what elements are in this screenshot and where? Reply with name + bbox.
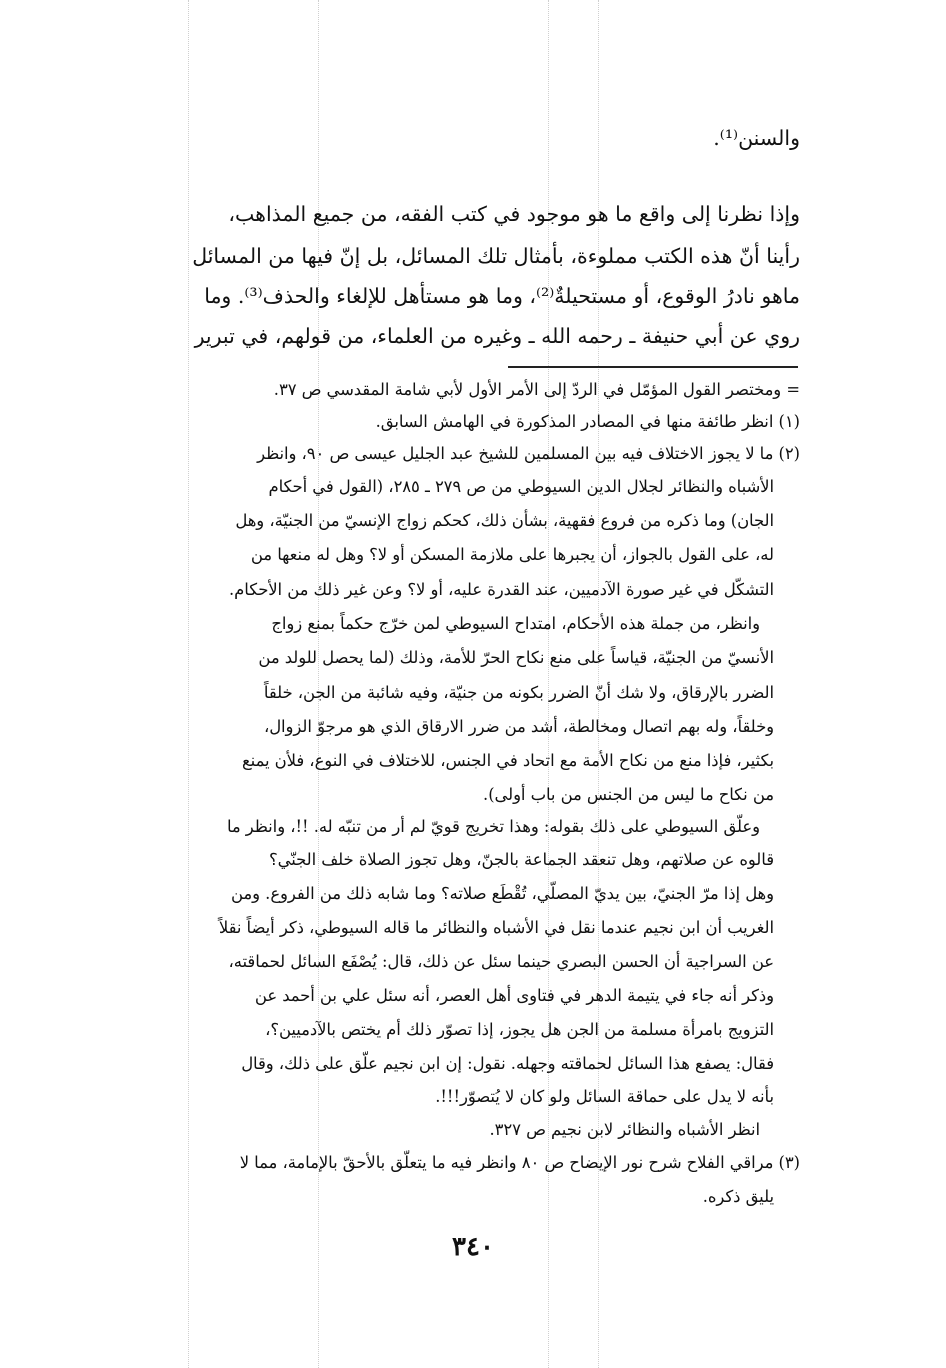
main-text-line: وإذا نظرنا إلى واقع ما هو موجود في كتب الفقه، من جميع المذاهب، (228, 202, 800, 226)
footnote-line: فقال: يصفع هذا السائل لحماقته وجهله. نقول: إن ابن نجيم علّق على ذلك، وقال (241, 1054, 774, 1073)
footnote-3: (٣) مراقي الفلاح شرح نور الإيضاح ص ٨٠ وانظر فيه ما يتعلّق بالأحقّ بالإمامة، مما لا (239, 1153, 800, 1172)
footnote-line: قالوه عن صلاتهم، وهل تنعقد الجماعة بالجنّ، وهل تجوز الصلاة خلف الجنّي؟ (269, 850, 774, 869)
footnote-line: الجان) وما ذكره من فروع فقهية، بشأن ذلك، كحكم زواج الإنسيّ من الجنيّة، وهل (235, 511, 774, 530)
footnote-line: وانظر، من جملة هذه الأحكام، امتداح السيوطي لمن خرّج حكماً بمنع زواج (271, 614, 760, 633)
footnote-line: وذكر أنه جاء في يتيمة الدهر في فتاوى أهل العصر، أنه سئل علي بن أحمد عن (254, 986, 774, 1005)
footnote-line: الضرر بالإرقاق، ولا شك أنّ الضرر بكونه من جنيّة، وفيه شائبة من الجن، خلقاً (263, 683, 774, 702)
footnote-line: له، على القول بالجواز، أن يجبرها على ملازمة المسكن أو لا؟ وهل له منعها من (250, 545, 774, 564)
footnote-line: بكثير، فإذا منع من نكاح الأمة مع اتحاد في الجنس، للاختلاف في النوع، فلأن يمنع (241, 751, 774, 770)
footnote-line: الأشباه والنظائر لجلال الدين السيوطي من ص ٢٧٩ ـ ٢٨٥، (القول في أحكام (268, 477, 774, 496)
main-text-line: روي عن أبي حنيفة ـ رحمه الله ـ وغيره من العلماء، من قولهم، في تبرير (194, 324, 800, 348)
footnote-2: (٢) ما لا يجوز الاختلاف فيه بين المسلمين للشيخ عبد الجليل عيسى ص ٩٠، وانظر (257, 444, 800, 463)
footnote-line: انظر الأشباه والنظائر لابن نجيم ص ٣٢٧. (489, 1120, 760, 1139)
footnote-line: بأنه لا يدل على حماقة السائل ولو كان لا يُتصوّر!!!. (435, 1087, 774, 1106)
footnote-separator (508, 366, 798, 368)
footnote-line: وهل إذا مرّ الجنيّ، بين يديّ المصلّي، تُقْطَع صلاته؟ وما شابه ذلك من الفروع. ومن (231, 884, 774, 903)
footnote-line: الأنسيّ من الجنيّة، قياساً على منع نكاح الحرّ للأمة، وذلك (لما يحصل للولد من (258, 648, 774, 667)
footnote-line: من نكاح ما ليس من الجنس من باب أولى). (483, 785, 774, 804)
footnote-line: الغريب أن ابن نجيم عندما نقل في الأشباه والنظائر ما قاله السيوطي، ذكر أيضاً نقلاً (218, 918, 774, 937)
footnote-line: يليق ذكره. (702, 1187, 774, 1206)
footnote-1: (١) انظر طائفة منها في المصادر المذكورة في الهامش السابق. (375, 412, 800, 431)
footnote-line: التزويج بامرأة مسلمة من الجن هل يجوز، إذا تصوّر ذلك أم يختص بالآدميين؟، (265, 1020, 774, 1039)
page-number: ٣٤٠ (452, 1232, 494, 1262)
footnote-line: عن السراجية أن الحسن البصري حينما سئل عن ذلك، قال: يُصْفَع السائل لحماقته، (228, 952, 774, 971)
main-text-line: ماهو نادرُ الوقوع، أو مستحيلةٌ⁽²⁾، وما هو مستأهل للإلغاء والحذف⁽³⁾. وما (204, 284, 800, 308)
footnote-line: وعلّق السيوطي على ذلك بقوله: وهذا تخريج قويّ لم أر من تنبّه له. !!، وانظر ما (226, 817, 760, 836)
footnote-line: = ومختصر القول المؤمّل في الردّ إلى الأمر الأول لأبي شامة المقدسي ص ٣٧. (273, 380, 800, 399)
footnote-line: وخلقاً، وله بهم اتصال ومخالطة، أشد من ضرر الارقاق الذي هو مرجوّ الزوال، (263, 717, 774, 736)
main-text-line: والسنن⁽¹⁾. (713, 126, 800, 150)
main-text-line: رأينا أنّ هذه الكتب مملوءة، بأمثال تلك المسائل، بل إنّ فيها من المسائل (192, 244, 800, 268)
footnote-line: التشكّل في غير صورة الآدميين، عند القدرة عليه، أو لا؟ وعن غير ذلك من الأحكام. (228, 580, 774, 599)
